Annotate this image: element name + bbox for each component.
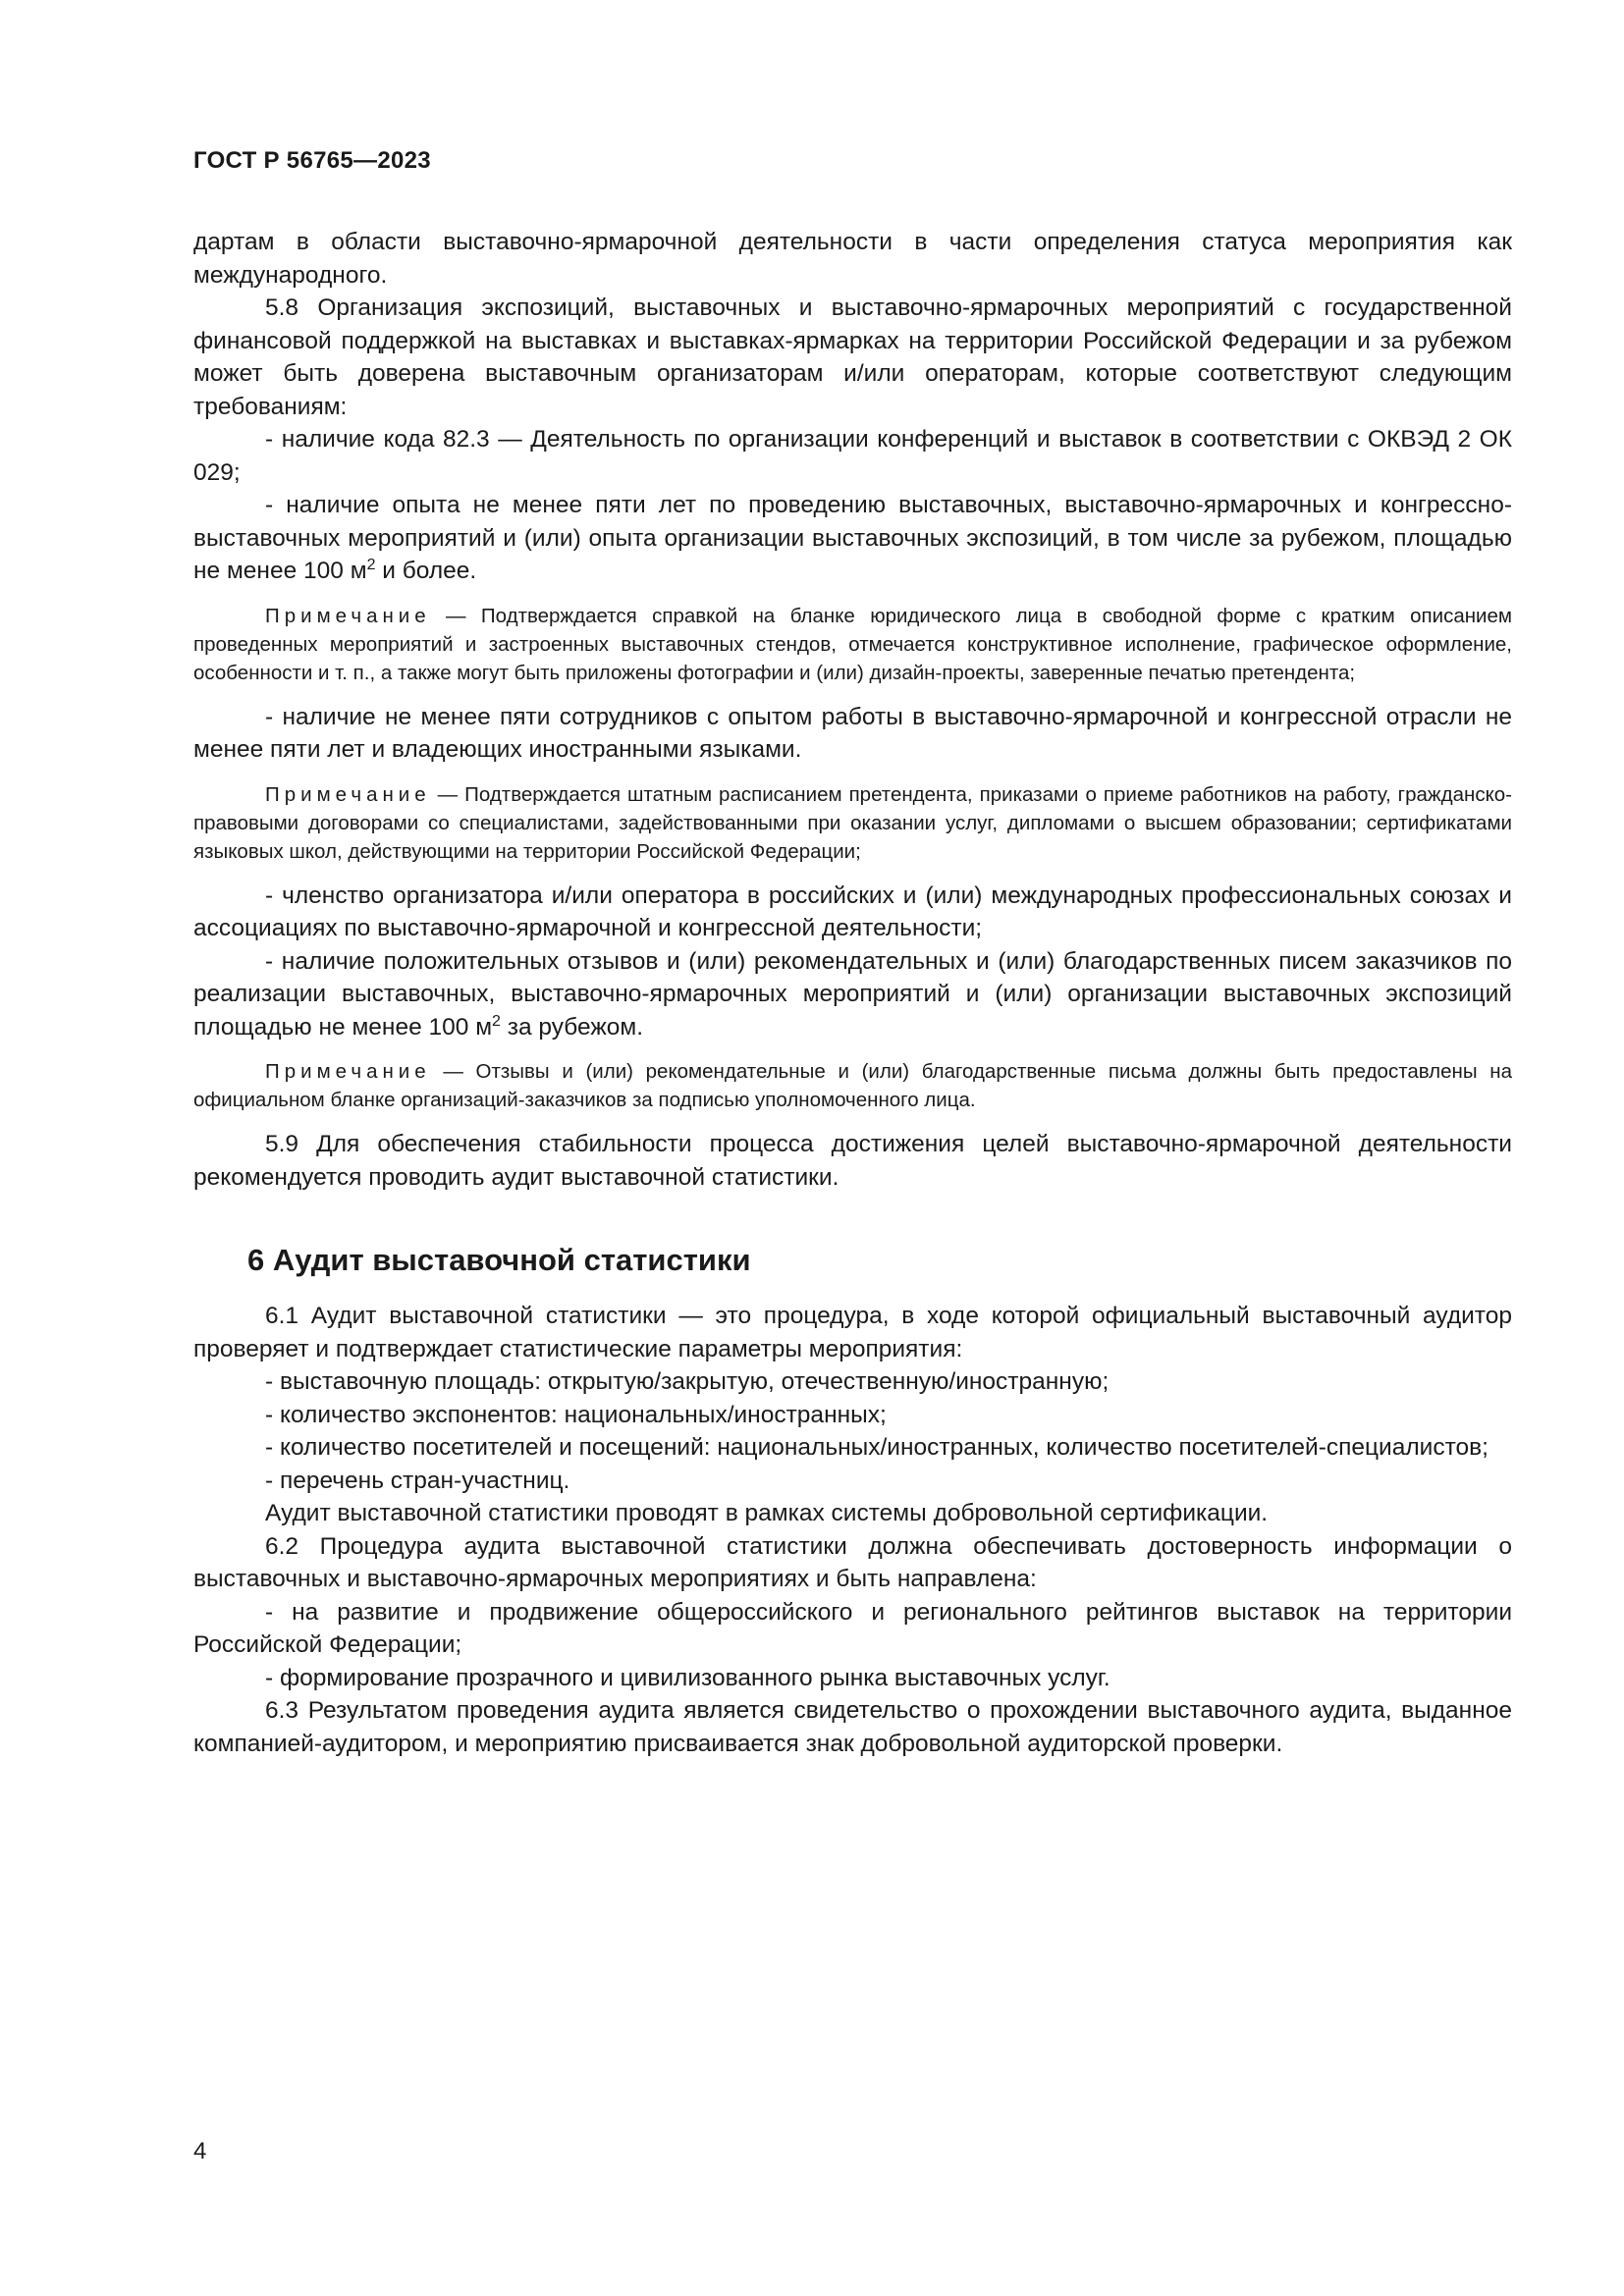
list-item-membership: - членство организатора и/или оператора в российских и (или) международных профессиональных союзах и ассоциациях по выставочно-ярмарочной и конгрессной деятельности; <box>193 881 1512 941</box>
list-item-reviews-tail: за рубежом. <box>500 1013 644 1041</box>
superscript: 2 <box>492 1012 501 1030</box>
page-number: 4 <box>193 2138 207 2164</box>
note-1 <box>193 602 1512 687</box>
list-item-experience-text: - наличие опыта не менее пяти лет по проведению выставочных, выставочно-ярмарочных и конгрессно-выставочных мероприятий и (или) опыта организации выставочных экспозиций, в том числе за рубежом, площадью не менее 100 м <box>193 492 1512 584</box>
paragraph-6-3: 6.3 Результатом проведения аудита является свидетельство о прохождении выставочного аудита, выданное компанией-аудитором, и мероприятию присваивается знак добровольной аудиторской проверки. <box>193 1697 1512 1757</box>
paragraph-5-9: 5.9 Для обеспечения стабильности процесса достижения целей выставочно-ярмарочной деятельности рекомендуется проводить аудит выставочной статистики. <box>193 1131 1512 1191</box>
note-2 <box>193 780 1512 866</box>
superscript: 2 <box>366 556 376 573</box>
note-2-text: — Подтверждается штатным расписанием претендента, приказами о приеме работников на работу, гражданско-правовыми договорами со специалистами, задействованными при оказании услуг, дипломами о высшем образовании; сертификатами языковых школ, действующими на территории Российской Федерации; <box>193 782 1512 863</box>
section-6-heading: 6 Аудит выставочной статистики <box>247 1243 751 1277</box>
list-item-experience <box>193 489 1512 588</box>
note-1-text: — Подтверждается справкой на бланке юридического лица в свободной форме с кратким описанием проведенных мероприятий и застроенных выставочных стендов, отмечается конструктивное исполнение, графическое оформление, особенности и т. п., а также могут быть приложены фотографии и (или) дизайн-проекты, заверенные печатью претендента; <box>193 604 1512 684</box>
list-item-rating: - на развитие и продвижение общероссийского и регионального рейтингов выставок на территории Российской Федерации; <box>193 1598 1512 1658</box>
list-item-countries: - перечень стран-участниц. <box>265 1467 570 1494</box>
list-item-reviews-text: - наличие положительных отзывов и (или) рекомендательных и (или) благодарственных писем заказчиков по реализации выставочных, выставочно-ярмарочных мероприятий и (или) организации выставочных экспозиций площадью не менее 100 м <box>193 947 1512 1041</box>
list-item-market: - формирование прозрачного и цивилизованного рынка выставочных услуг. <box>265 1664 1110 1691</box>
note-3 <box>193 1057 1512 1114</box>
paragraph-6-2: 6.2 Процедура аудита выставочной статистики должна обеспечивать достоверность информации о выставочных и выставочно-ярмарочных мероприятиях и быть направлена: <box>193 1532 1512 1592</box>
note-label: Примечание <box>265 604 431 627</box>
list-item-experience-tail: и более. <box>375 558 477 584</box>
list-item-visitors: - количество посетителей и посещений: национальных/иностранных, количество посетителей-специалистов; <box>265 1434 1489 1461</box>
note-label: Примечание <box>265 782 431 806</box>
paragraph-6-1: 6.1 Аудит выставочной статистики — это процедура, в ходе которой официальный выставочный аудитор проверяет и подтверждает статистические параметры мероприятия: <box>193 1303 1512 1362</box>
document-body <box>193 226 1512 1760</box>
list-item-staff: - наличие не менее пяти сотрудников с опытом работы в выставочно-ярмарочной и конгрессной отрасли не менее пяти лет и владеющих иностранными языками. <box>193 703 1512 763</box>
list-item-area: - выставочную площадь: открытую/закрытую, отечественную/иностранную; <box>265 1368 1110 1395</box>
document-header: ГОСТ Р 56765—2023 <box>193 147 431 174</box>
list-item-reviews <box>193 945 1512 1044</box>
note-label: Примечание <box>265 1060 431 1083</box>
note-3-text: — Отзывы и (или) рекомендательные и (или) благодарственные письма должны быть предоставлены на официальном бланке организаций-заказчиков за подписью уполномоченного лица. <box>193 1060 1512 1111</box>
paragraph-5-8: 5.8 Организация экспозиций, выставочных и выставочно-ярмарочных мероприятий с государственной финансовой поддержкой на выставках и выставках-ярмарках на территории Российской Федерации и за рубежом может быть доверена выставочным организаторам и/или операторам, которые соответствуют следующим требованиям: <box>193 294 1512 420</box>
list-item-code: - наличие кода 82.3 — Деятельность по организации конференций и выставок в соответствии с ОКВЭД 2 ОК 029; <box>193 426 1512 486</box>
paragraph-audit: Аудит выставочной статистики проводят в рамках системы добровольной сертификации. <box>265 1500 1269 1526</box>
list-item-exhibitors: - количество экспонентов: национальных/иностранных; <box>265 1401 887 1428</box>
paragraph-continuation: дартам в области выставочно-ярмарочной деятельности в части определения статуса мероприятия как международного. <box>193 229 1512 289</box>
